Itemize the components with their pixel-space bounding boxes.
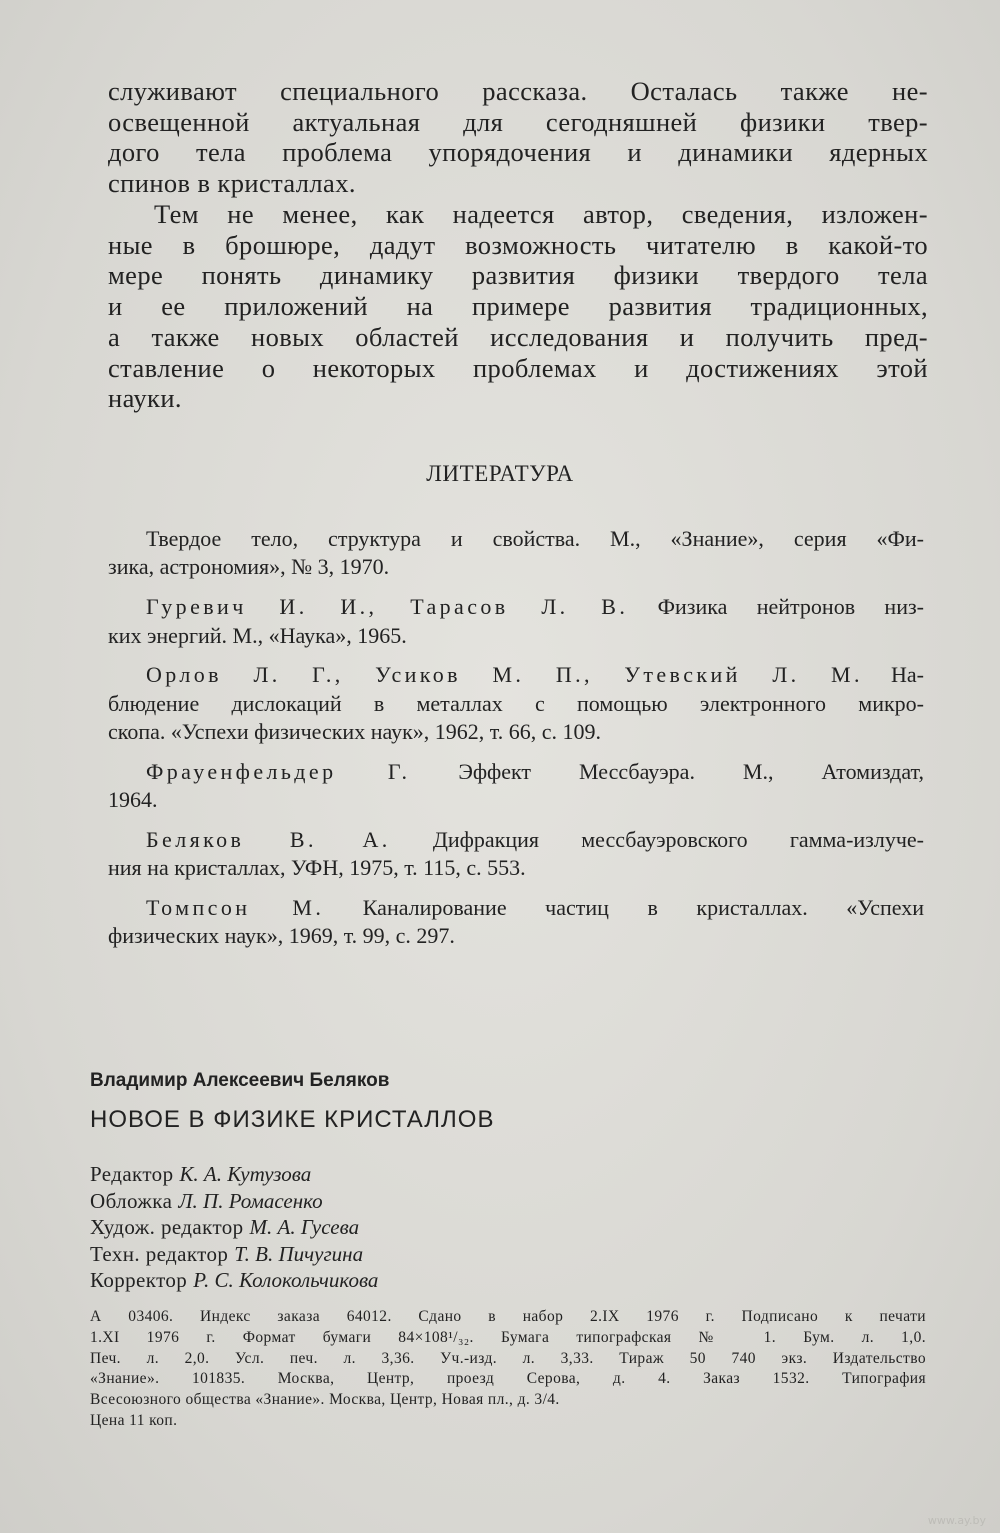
text-line: Тем не менее, как надеется автор, сведения, изложен-	[154, 199, 928, 229]
imprint-book-title: НОВОЕ В ФИЗИКЕ КРИСТАЛЛОВ	[90, 1106, 495, 1133]
credit-name: Л. П. Ромасенко	[178, 1188, 323, 1213]
reference-author: Томпсон М.	[146, 894, 325, 920]
text-line: освещенной актуальная для сегодняшней физики твер-	[108, 106, 928, 137]
credit-name: Р. С. Колокольчикова	[193, 1268, 379, 1293]
colophon-line: Цена 11 коп.	[90, 1411, 178, 1429]
text-line: спинов в кристаллах.	[108, 168, 356, 199]
reference-item	[108, 661, 924, 746]
text-line: науки.	[108, 383, 182, 414]
credit-row	[90, 1188, 378, 1215]
text-line: ставление о некоторых проблемах и достижениях этой	[108, 352, 928, 383]
reference-text: Каналирование частиц в кристаллах. «Успехи	[324, 894, 924, 920]
credit-name: М. А. Гусева	[249, 1215, 360, 1240]
reference-item	[108, 894, 924, 951]
reference-item	[108, 758, 924, 815]
reference-author: Фрауенфельдер Г.	[146, 758, 411, 784]
reference-line	[108, 525, 924, 553]
colophon-line: «Знание». 101835. Москва, Центр, проезд Серова, д. 4. Заказ 1532. Типография	[90, 1370, 926, 1388]
reference-line	[108, 894, 924, 922]
closing-paragraph-1	[108, 76, 928, 199]
reference-line: ких энергий. М., «Наука», 1965.	[108, 622, 407, 648]
reference-line: блюдение дислокаций в металлах с помощью электронного микро-	[108, 690, 924, 716]
credit-role: Редактор	[90, 1162, 174, 1186]
reference-author: Беляков В. А.	[146, 826, 391, 852]
credit-role: Техн. редактор	[90, 1241, 229, 1266]
credit-role: Обложка	[90, 1188, 173, 1213]
reference-line: 1964.	[108, 787, 158, 813]
text-line: а также новых областей исследования и получить пред-	[108, 321, 928, 352]
colophon-line: Всесоюзного общества «Знание». Москва, Центр, Новая пл., д. 3/4.	[90, 1391, 560, 1409]
reference-line	[108, 826, 924, 854]
reference-text: Твердое тело, структура и свойства. М., «Знание», серия «Фи-	[146, 526, 924, 551]
colophon-line: А 03406. Индекс заказа 64012. Сдано в набор 2.IX 1976 г. Подписано к печати	[90, 1308, 926, 1325]
reference-text: Эффект Мессбауэра. М., Атомиздат,	[410, 758, 924, 784]
closing-paragraph-2	[108, 199, 928, 414]
credit-row	[90, 1161, 378, 1188]
reference-line: скопа. «Успехи физических наук», 1962, т. 66, с. 109.	[108, 719, 602, 745]
credit-role: Худож. редактор	[90, 1215, 244, 1240]
credit-name: Т. В. Пичугина	[234, 1241, 364, 1266]
credit-name: К. А. Кутузова	[179, 1162, 312, 1186]
watermark: www.ay.by	[927, 1514, 986, 1527]
colophon-line: 1.XI 1976 г. Формат бумаги 84×108¹/₃₂. Бумага типографская № 1. Бум. л. 1,0.	[90, 1328, 926, 1346]
text-line: дого тела проблема упорядочения и динамики ядерных	[108, 137, 928, 168]
reference-line	[108, 661, 924, 689]
text-line: ные в брошюре, дадут возможность читателю в какой-то	[108, 229, 928, 260]
reference-line: зика, астрономия», № 3, 1970.	[108, 554, 390, 580]
references-heading: ЛИТЕРАТУРА	[426, 461, 574, 486]
imprint-credits	[90, 1161, 378, 1294]
text-line: служивают специального рассказа. Осталась также не-	[108, 76, 928, 106]
reference-text: Дифракция мессбауэровского гамма-излуче-	[390, 826, 924, 852]
reference-author: Орлов Л. Г., Усиков М. П., Утевский Л. М.	[146, 662, 863, 688]
reference-item	[108, 593, 924, 650]
reference-author: Гуревич И. И., Тарасов Л. В.	[146, 594, 629, 620]
reference-line	[108, 758, 924, 786]
credit-role: Корректор	[90, 1268, 188, 1293]
reference-item	[108, 826, 924, 883]
credit-row	[90, 1267, 378, 1294]
reference-line: ния на кристаллах, УФН, 1975, т. 115, с. 553.	[108, 855, 526, 881]
reference-item	[108, 525, 924, 582]
credit-row	[90, 1241, 378, 1268]
colophon-line: Печ. л. 2,0. Усл. печ. л. 3,36. Уч.-изд. л. 3,33. Тираж 50 740 экз. Издательство	[90, 1349, 926, 1367]
reference-text: Физика нейтронов низ-	[628, 594, 924, 620]
colophon	[90, 1307, 926, 1432]
imprint-author: Владимир Алексеевич Беляков	[90, 1070, 390, 1091]
reference-text: На-	[862, 662, 924, 688]
references-list	[108, 525, 924, 962]
text-line: и ее приложений на примере развития традиционных,	[108, 291, 928, 322]
text-line: мере понять динамику развития физики твердого тела	[108, 260, 928, 291]
reference-line: физических наук», 1969, т. 99, с. 297.	[108, 923, 455, 949]
reference-line	[108, 593, 924, 621]
credit-row	[90, 1214, 378, 1241]
